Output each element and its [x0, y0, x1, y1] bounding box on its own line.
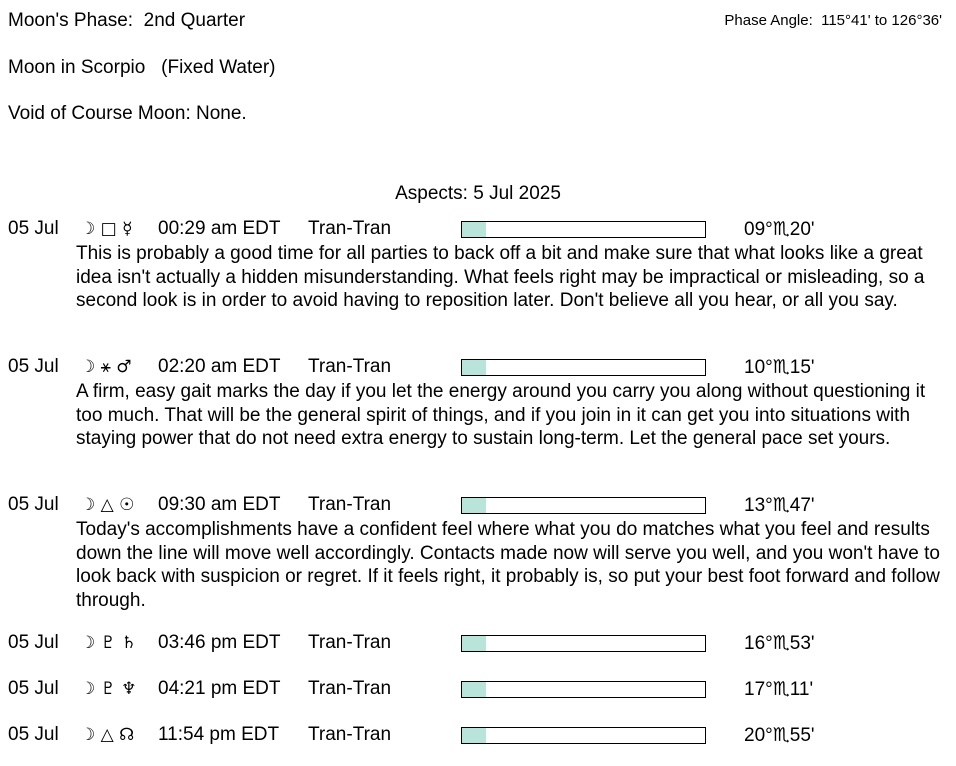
aspect-kind: Tran-Tran: [308, 632, 392, 653]
phase-angle-label: Phase Angle: 115°41' to 126°36': [724, 12, 942, 29]
aspect-degree: 13°♏47': [744, 495, 815, 516]
aspect-row: [0, 632, 956, 658]
aspect-date: 05 Jul: [8, 494, 59, 515]
aspect-kind: Tran-Tran: [308, 494, 392, 515]
aspect-date: 05 Jul: [8, 632, 59, 653]
aspect-date: 05 Jul: [8, 356, 59, 377]
aspect-description: This is probably a good time for all parties to back off a bit and make sure that what looks like a great idea isn't actually a hidden misunderstanding. What feels right may be impractical or misleading, so a second look is in order to avoid having to reposition later. Don't believe all you hear, or all you say.: [76, 243, 925, 311]
moon-sign-label: Moon in Scorpio (Fixed Water): [8, 57, 276, 78]
aspect-kind: Tran-Tran: [308, 724, 392, 745]
aspect-description: A firm, easy gait marks the day if you let the energy around you carry you along without questioning it too much. That will be the general spirit of things, and if you join in it can get you into situations with staying power that do not need extra energy to sustain long-term. Let the general pace set yours.: [76, 381, 926, 449]
aspect-strength-fill: [462, 728, 486, 743]
aspect-degree: 10°♏15': [744, 357, 815, 378]
moon-phase-label: Moon's Phase: 2nd Quarter: [8, 10, 246, 31]
aspect-degree: 20°♏55': [744, 725, 815, 746]
aspect-strength-bar: [461, 359, 706, 376]
aspect-time: 02:20 am EDT: [158, 356, 281, 377]
aspect-glyphs-icon: ☽ ♇ ♄: [80, 633, 137, 653]
aspect-strength-fill: [462, 360, 486, 375]
aspect-strength-bar: [461, 681, 706, 698]
aspect-date: 05 Jul: [8, 724, 59, 745]
aspects-title: Aspects: 5 Jul 2025: [395, 183, 561, 204]
aspect-strength-fill: [462, 636, 486, 651]
aspect-row: [0, 678, 956, 704]
aspect-time: 09:30 am EDT: [158, 494, 281, 515]
aspect-row: [0, 356, 956, 382]
aspect-date: 05 Jul: [8, 678, 59, 699]
aspect-strength-bar: [461, 497, 706, 514]
void-of-course-label: Void of Course Moon: None.: [8, 103, 247, 124]
aspect-row: [0, 724, 956, 750]
aspect-date: 05 Jul: [8, 218, 59, 239]
aspect-kind: Tran-Tran: [308, 218, 392, 239]
aspect-row: [0, 494, 956, 520]
aspect-glyphs-icon: ☽ □ ☿: [80, 219, 133, 239]
aspect-strength-bar: [461, 221, 706, 238]
aspect-degree: 09°♏20': [744, 219, 815, 240]
aspect-strength-fill: [462, 498, 486, 513]
aspect-time: 04:21 pm EDT: [158, 678, 281, 699]
aspect-time: 00:29 am EDT: [158, 218, 281, 239]
aspect-glyphs-icon: ☽ △ ☉: [80, 495, 135, 515]
aspect-kind: Tran-Tran: [308, 678, 392, 699]
aspect-kind: Tran-Tran: [308, 356, 392, 377]
aspect-degree: 17°♏11': [744, 679, 814, 700]
aspect-glyphs-icon: ☽ ♇ ♆: [80, 679, 137, 699]
aspect-strength-fill: [462, 222, 486, 237]
aspect-strength-fill: [462, 682, 486, 697]
aspect-strength-bar: [461, 727, 706, 744]
aspect-time: 03:46 pm EDT: [158, 632, 281, 653]
aspect-description: Today's accomplishments have a confident feel where what you do matches what you feel and results down the line will move well accordingly. Contacts made now will serve you well, and you won't have to look back with suspicion or regret. If it feels right, it probably is, so put your best foot forward and follow through.: [76, 519, 940, 611]
aspect-degree: 16°♏53': [744, 633, 815, 654]
aspect-glyphs-icon: ☽ ⚹ ♂: [80, 357, 132, 377]
aspect-glyphs-icon: ☽ △ ☊: [80, 725, 135, 745]
aspect-strength-bar: [461, 635, 706, 652]
aspect-row: [0, 218, 956, 244]
aspect-time: 11:54 pm EDT: [158, 724, 280, 745]
